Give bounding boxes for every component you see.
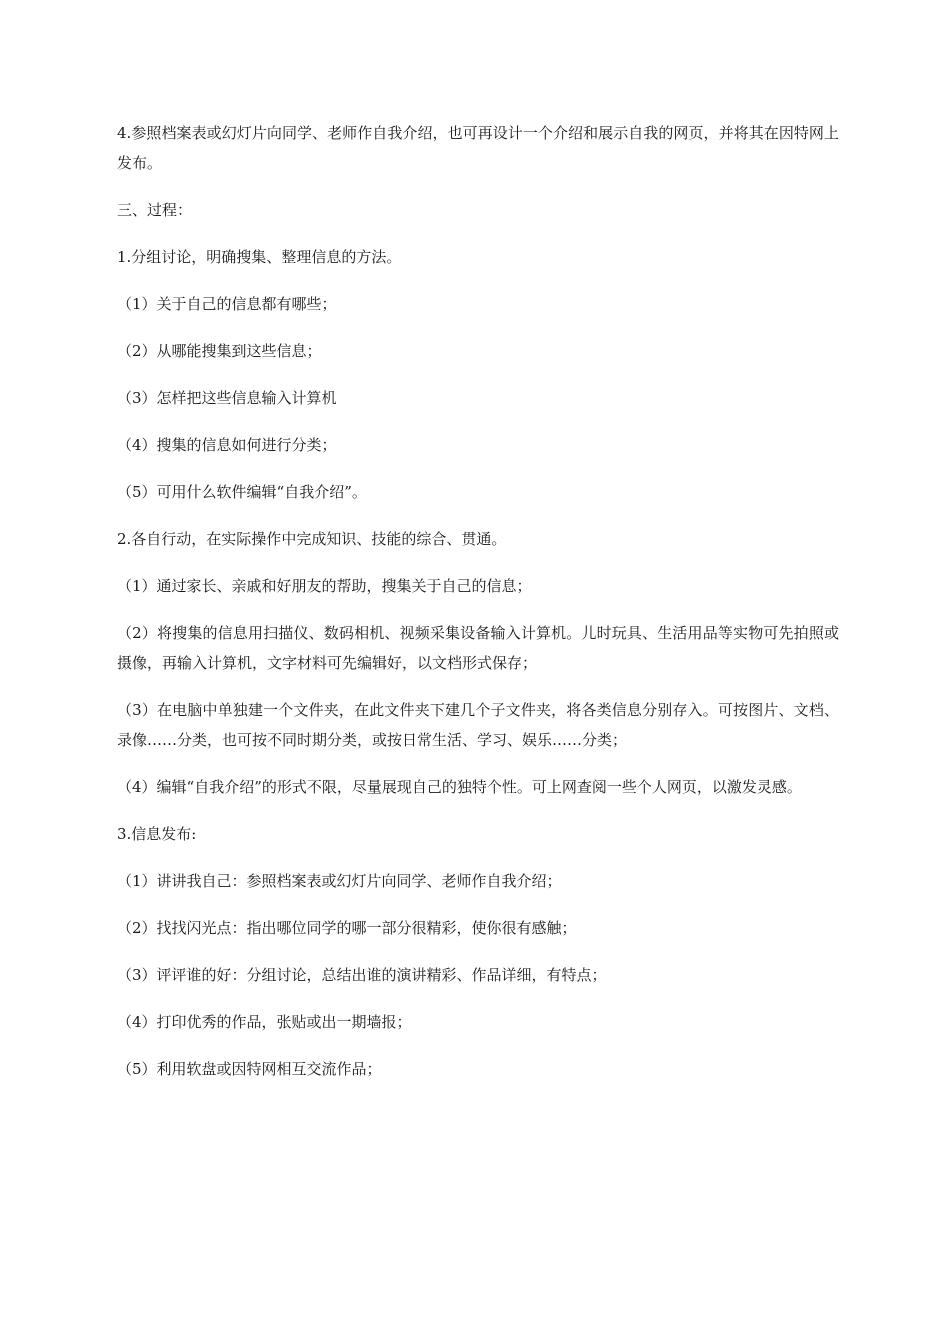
paragraph-step-4-intro: 4.参照档案表或幻灯片向同学、老师作自我介绍，也可再设计一个介绍和展示自我的网页，并将其在因特网上发布。 (117, 124, 839, 172)
list-item: （4）搜集的信息如何进行分类； (117, 436, 337, 454)
document-body (117, 118, 839, 1101)
list-item: （2）将搜集的信息用扫描仪、数码相机、视频采集设备输入计算机。儿时玩具、生活用品等实物可先拍照或摄像，再输入计算机，文字材料可先编辑好，以文档形式保存； (117, 624, 839, 672)
section-heading-process: 三、过程： (117, 201, 193, 219)
list-item: （5）利用软盘或因特网相互交流作品； (117, 1060, 382, 1078)
list-item: （1）关于自己的信息都有哪些； (117, 295, 337, 313)
list-item: （3）评评谁的好：分组讨论，总结出谁的演讲精彩、作品详细，有特点； (117, 966, 607, 984)
paragraph-group-discussion: 1.分组讨论，明确搜集、整理信息的方法。 (117, 248, 402, 266)
list-item: （4）编辑“自我介绍”的形式不限，尽量展现自己的独特个性。可上网查阅一些个人网页，以激发灵感。 (117, 778, 802, 796)
list-item: （5）可用什么软件编辑“自我介绍”。 (117, 483, 367, 501)
list-item: （4）打印优秀的作品，张贴或出一期墙报； (117, 1013, 412, 1031)
list-item: （3）在电脑中单独建一个文件夹，在此文件夹下建几个子文件夹，将各类信息分别存入。可按图片、文档、录像……分类，也可按不同时期分类，或按日常生活、学习、娱乐……分类； (117, 701, 839, 749)
paragraph-info-release: 3.信息发布: (117, 825, 197, 843)
list-item: （3）怎样把这些信息输入计算机 (117, 389, 337, 407)
list-item: （2）从哪能搜集到这些信息； (117, 342, 322, 360)
paragraph-individual-action: 2.各自行动，在实际操作中完成知识、技能的综合、贯通。 (117, 530, 507, 548)
list-item: （1）通过家长、亲戚和好朋友的帮助，搜集关于自己的信息； (117, 577, 532, 595)
list-item: （2）找找闪光点：指出哪位同学的哪一部分很精彩，使你很有感触； (117, 919, 577, 937)
list-item: （1）讲讲我自己：参照档案表或幻灯片向同学、老师作自我介绍； (117, 872, 562, 890)
